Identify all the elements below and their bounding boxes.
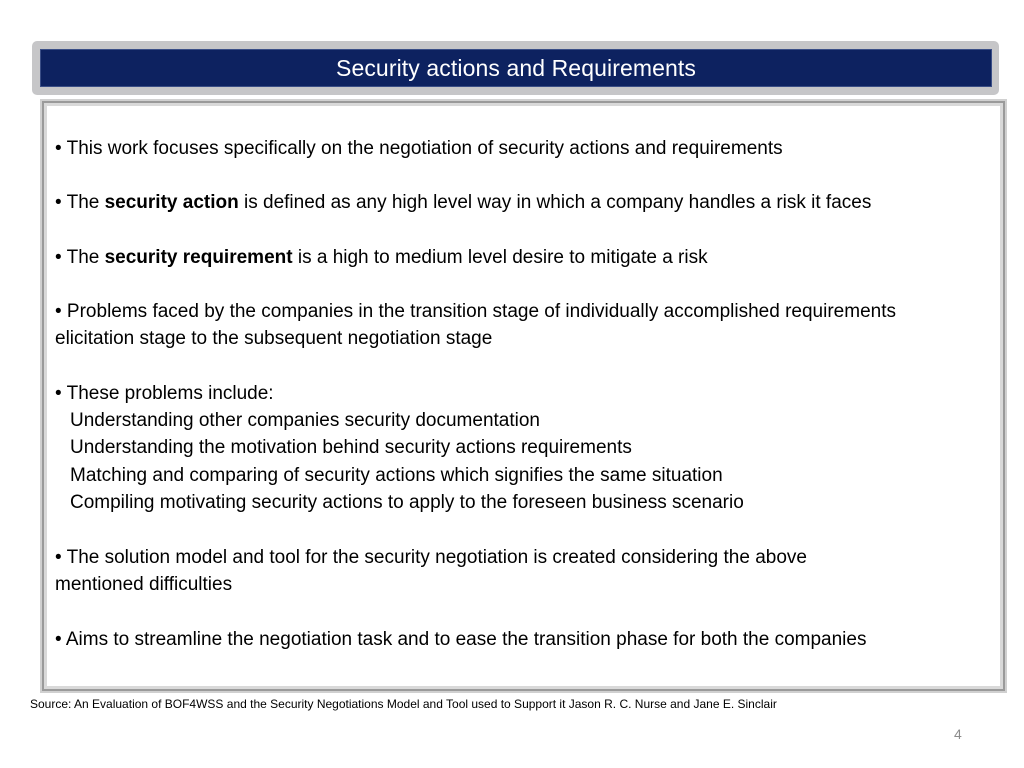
- bullet-problems-line-2: elicitation stage to the subsequent negotiation stage: [55, 328, 493, 349]
- bullet-text: • The: [55, 247, 105, 268]
- bullet-aims: • Aims to streamline the negotiation task and to ease the transition phase for both the companies: [55, 629, 867, 650]
- problem-item: Understanding the motivation behind security actions requirements: [70, 437, 632, 458]
- slide-title: Security actions and Requirements: [336, 54, 696, 81]
- bullet-text: • The: [55, 192, 105, 213]
- bullet-problems-line-1: • Problems faced by the companies in the transition stage of individually accomplished requirements: [55, 301, 896, 322]
- bullet-solution-line-2: mentioned difficulties: [55, 574, 233, 595]
- problem-item: Matching and comparing of security actions which signifies the same situation: [70, 465, 723, 486]
- bullet-security-requirement: [55, 244, 708, 271]
- title-bar: [40, 49, 992, 87]
- bold-term: security action: [104, 192, 239, 213]
- bullet-problems-include: • These problems include:: [55, 383, 274, 404]
- problem-item: Compiling motivating security actions to apply to the foreseen business scenario: [70, 492, 744, 513]
- bullet-solution-line-1: • The solution model and tool for the security negotiation is created considering the above: [55, 547, 807, 568]
- problem-item: Understanding other companies security documentation: [70, 410, 540, 431]
- bullet-text: is a high to medium level desire to mitigate a risk: [292, 247, 708, 268]
- source-citation: Source: An Evaluation of BOF4WSS and the Security Negotiations Model and Tool used to Support it Jason R. C. Nurse and Jane E. Sinclair: [30, 697, 777, 711]
- bullet-text: is defined as any high level way in which a company handles a risk it faces: [238, 192, 872, 213]
- bold-term: security requirement: [104, 247, 293, 268]
- page-number: 4: [954, 726, 962, 742]
- bullet-focus: • This work focuses specifically on the negotiation of security actions and requirements: [55, 138, 783, 159]
- bullet-security-action: [55, 189, 871, 216]
